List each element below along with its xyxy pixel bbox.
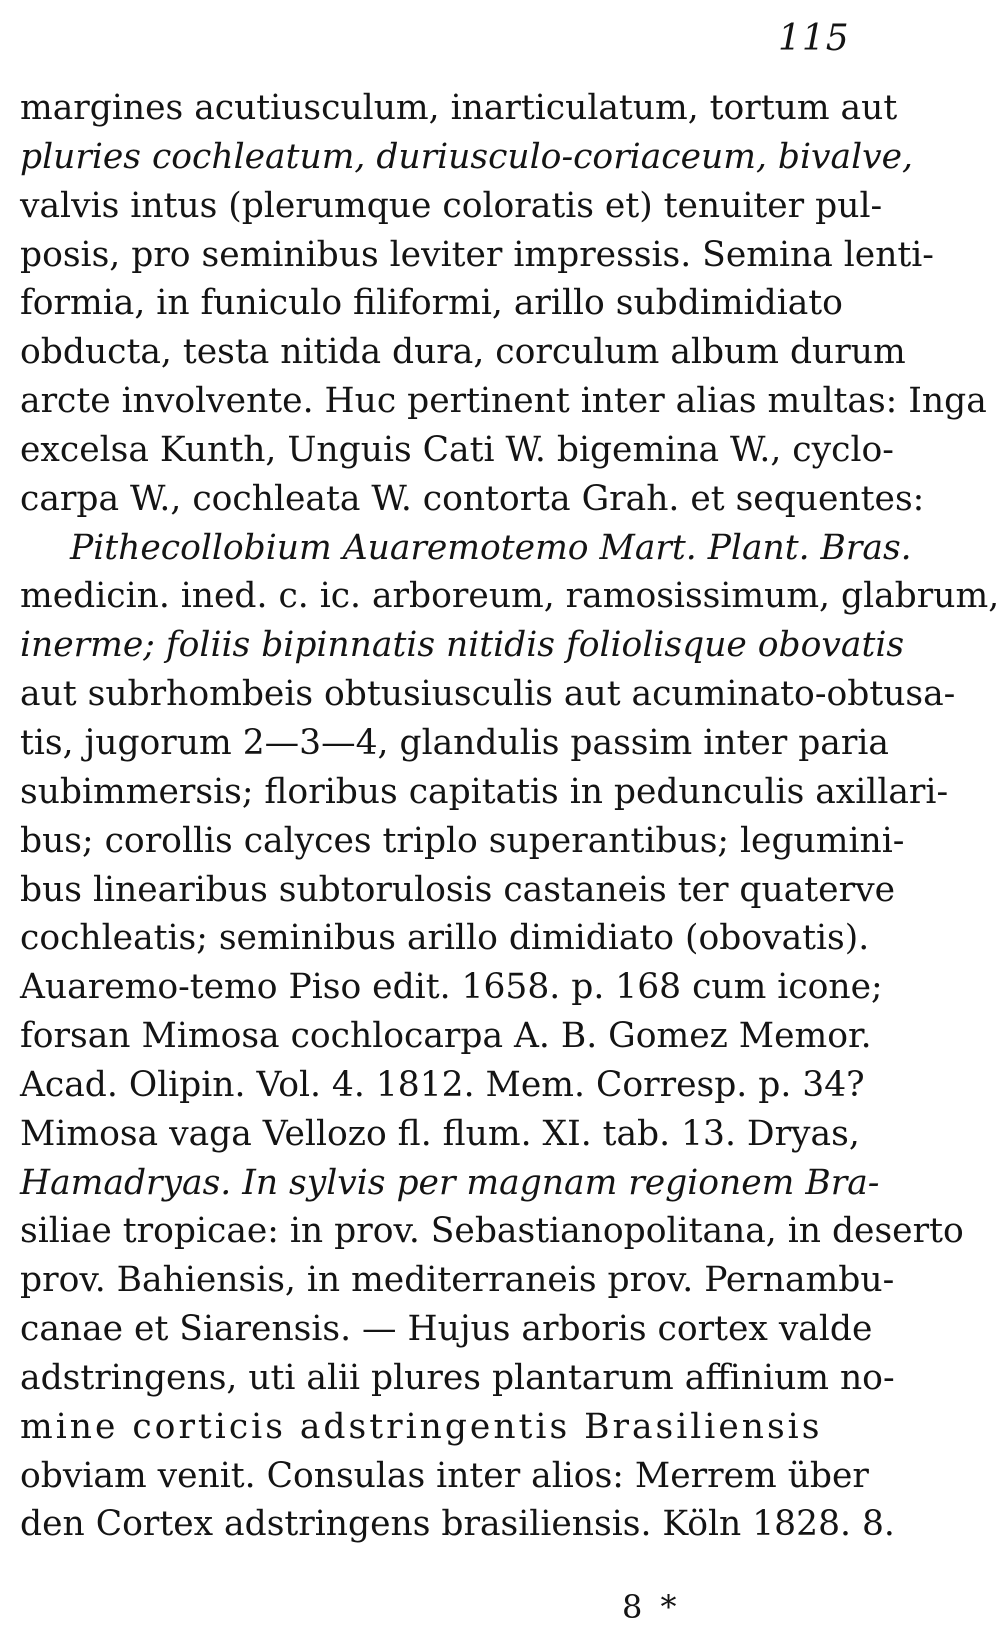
text-line: subimmersis; floribus capitatis in pedunculis axillari-: [20, 771, 949, 812]
text-line: inerme; foliis bipinnatis nitidis foliolisque obovatis: [20, 625, 905, 666]
text-line: carpa W., cochleata W. contorta Grah. et sequentes:: [20, 478, 925, 519]
text-line: prov. Bahiensis, in mediterraneis prov. Pernambu-: [20, 1260, 895, 1301]
text-line: valvis intus (plerumque coloratis et) tenuiter pul-: [20, 185, 883, 226]
text-line: posis, pro seminibus leviter impressis. Semina lenti-: [20, 234, 934, 275]
text-line: excelsa Kunth, Unguis Cati W. bigemina W., cyclo-: [20, 429, 894, 470]
text-line: pluries cochleatum, duriusculo-coriaceum, bivalve,: [20, 136, 913, 177]
text-line: bus linearibus subtorulosis castaneis ter quaterve: [20, 869, 895, 910]
text-line: Auaremo-temo Piso edit. 1658. p. 168 cum icone;: [20, 967, 883, 1008]
text-line: obducta, testa nitida dura, corculum album durum: [20, 332, 906, 373]
text-line: adstringens, uti alii plures plantarum affinium no-: [20, 1357, 895, 1398]
text-line: Acad. Olipin. Vol. 4. 1812. Mem. Corresp. p. 34?: [20, 1064, 865, 1105]
body-text: [20, 84, 999, 1549]
text-line: bus; corollis calyces triplo superantibus; legumini-: [20, 820, 905, 861]
text-line: canae et Siarensis. — Hujus arboris cortex valde: [20, 1309, 873, 1350]
text-line: arcte involvente. Huc pertinent inter alias multas: Inga: [20, 381, 987, 422]
text-line: tis, jugorum 2—3—4, glandulis passim inter paria: [20, 722, 889, 763]
text-line: cochleatis; seminibus arillo dimidiato (obovatis).: [20, 918, 870, 959]
text-line: margines acutiusculum, inarticulatum, tortum aut: [20, 88, 898, 128]
page-number: 115: [778, 18, 850, 59]
text-line: den Cortex adstringens brasiliensis. Köln 1828. 8.: [20, 1504, 895, 1545]
text-line: medicin. ined. c. ic. arboreum, ramosissimum, glabrum,: [20, 576, 999, 617]
text-line: Pithecollobium Auaremotemo Mart. Plant. Bras.: [70, 527, 912, 568]
text-line: siliae tropicae: in prov. Sebastianopolitana, in deserto: [20, 1211, 964, 1252]
text-line: obviam venit. Consulas inter alios: Merrem über: [20, 1455, 869, 1496]
signature-mark: 8 *: [622, 1588, 681, 1626]
text-line: aut subrhombeis obtusiusculis aut acuminato-obtusa-: [20, 674, 956, 715]
text-line: mine corticis adstringentis Brasiliensis: [20, 1406, 823, 1447]
text-line: forsan Mimosa cochlocarpa A. B. Gomez Memor.: [20, 1016, 872, 1057]
text-line: formia, in funiculo filiformi, arillo subdimidiato: [20, 283, 843, 324]
text-line: Hamadryas. In sylvis per magnam regionem Bra-: [20, 1162, 880, 1203]
text-line: Mimosa vaga Vellozo fl. flum. XI. tab. 13. Dryas,: [20, 1113, 860, 1154]
